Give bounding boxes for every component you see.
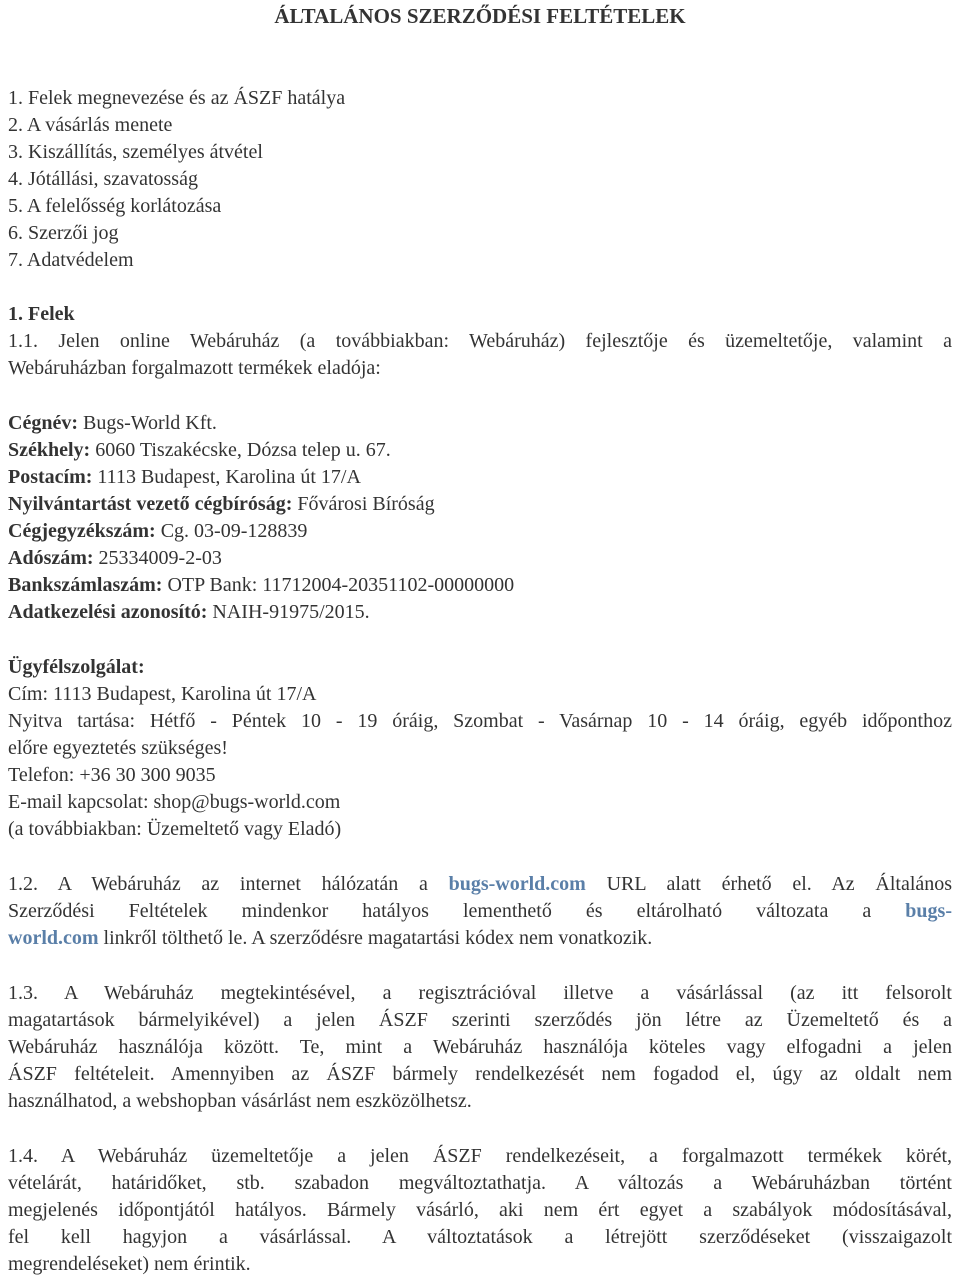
toc-item-5: 5. A felelősség korlátozása [8, 195, 222, 217]
company-bank-label: Bankszámlaszám: [8, 574, 163, 596]
download-link-part-1[interactable]: bugs- [905, 900, 952, 922]
company-seat-value: 6060 Tiszakécske, Dózsa telep u. 67. [95, 439, 391, 461]
company-tax-label: Adószám: [8, 547, 94, 569]
toc-item-3: 3. Kiszállítás, személyes átvétel [8, 141, 263, 163]
company-seat-label: Székhely: [8, 439, 91, 461]
company-dp-value: NAIH-91975/2015. [212, 601, 370, 623]
paragraph-1-3-line-5: használhatod, a webshopban vásárlást nem eszközölhetsz. [8, 1090, 472, 1112]
company-regno-row [8, 518, 952, 544]
paragraph-1-2-text-a: 1.2. A Webáruház az internet hálózatán a [8, 873, 428, 895]
document-title: ÁLTALÁNOS SZERZŐDÉSI FELTÉTELEK [274, 4, 686, 28]
company-tax-row [8, 545, 952, 571]
company-bank-row [8, 572, 952, 598]
company-court-value: Fővárosi Bíróság [297, 493, 435, 515]
paragraph-1-3-line-1: 1.3. A Webáruház megtekintésével, a regisztrációval illetve a vásárlással (az itt felsorolt [8, 982, 952, 1004]
paragraph-1-4-line-1: 1.4. A Webáruház üzemeltetője a jelen ÁSZF rendelkezéseit, a forgalmazott termékek körét, [8, 1145, 952, 1167]
toc-item-1: 1. Felek megnevezése és az ÁSZF hatálya [8, 87, 346, 109]
service-phone: Telefon: +36 30 300 9035 [8, 764, 216, 786]
paragraph-1-2-text-b: URL alatt érhető el. Az Általános [606, 873, 953, 895]
customer-service-heading: Ügyfélszolgálat: [8, 656, 145, 678]
paragraph-1-3-line-3: Webáruház használója között. Te, mint a Webáruház használója köteles vagy elfogadni a jelen [8, 1036, 952, 1058]
paragraph-1-2-text-d: linkről tölthető le. A szerződésre magatartási kódex nem vonatkozik. [103, 927, 653, 949]
company-postal-row [8, 464, 952, 490]
service-address: Cím: 1113 Budapest, Karolina út 17/A [8, 683, 317, 705]
service-hours-line-1: Nyitva tartása: Hétfő - Péntek 10 - 19 óráig, Szombat - Vasárnap 10 - 14 óráig, egyéb időponthoz [8, 710, 952, 732]
paragraph-1-4-line-4: fel kell hagyjon a vásárlással. A változtatások a létrejött szerződéseket (visszaigazolt [8, 1226, 952, 1248]
paragraph-1-4-line-5: megrendeléseket) nem érintik. [8, 1253, 251, 1275]
toc-item-7: 7. Adatvédelem [8, 249, 134, 271]
company-tax-value: 25334009-2-03 [98, 547, 222, 569]
company-bank-value: OTP Bank: 11712004-20351102-00000000 [167, 574, 515, 596]
paragraph-1-2-line-3 [8, 925, 952, 951]
paragraph-1-2-text-c: Szerződési Feltételek mindenkor hatályos lementhető és eltárolható változata a [8, 900, 872, 922]
company-postal-label: Postacím: [8, 466, 93, 488]
download-link-part-2[interactable]: world.com [8, 927, 99, 949]
paragraph-1-3-line-2: magatartások bármelyikével) a jelen ÁSZF szerinti szerződés jön létre az Üzemeltető és a [8, 1009, 952, 1031]
paragraph-1-2-line-2 [8, 898, 952, 924]
company-seat-row [8, 437, 952, 463]
toc-item-2: 2. A vásárlás menete [8, 114, 173, 136]
company-regno-label: Cégjegyzékszám: [8, 520, 156, 542]
service-hours-line-2: előre egyeztetés szükséges! [8, 737, 228, 759]
company-name-row [8, 410, 952, 436]
toc-item-6: 6. Szerzői jog [8, 222, 119, 244]
paragraph-1-1-line-2: Webáruházban forgalmazott termékek eladója: [8, 357, 381, 379]
paragraph-1-3-line-4: ÁSZF feltételeit. Amennyiben az ÁSZF bármely rendelkezését nem fogadod el, úgy az oldalt nem [8, 1063, 952, 1085]
company-dp-row [8, 599, 952, 625]
paragraph-1-1-line-1: 1.1. Jelen online Webáruház (a továbbiakban: Webáruház) fejlesztője és üzemeltetője, valamint a [8, 330, 952, 352]
company-name-label: Cégnév: [8, 412, 78, 434]
service-email: E-mail kapcsolat: shop@bugs-world.com [8, 791, 341, 813]
toc-item-4: 4. Jótállási, szavatosság [8, 168, 198, 190]
company-dp-label: Adatkezelési azonosító: [8, 601, 208, 623]
company-name-value: Bugs-World Kft. [82, 412, 217, 434]
paragraph-1-4-line-3: megjelenés időpontjától hatályos. Bármely vásárló, aki nem ért egyet a szabályok módosításával, [8, 1199, 952, 1221]
section-heading-felek: 1. Felek [8, 303, 75, 325]
company-postal-value: 1113 Budapest, Karolina út 17/A [97, 466, 361, 488]
website-link[interactable]: bugs-world.com [448, 873, 586, 895]
company-regno-value: Cg. 03-09-128839 [160, 520, 308, 542]
paragraph-1-2-line-1 [8, 871, 952, 897]
paragraph-1-4-line-2: vételárát, határidőket, stb. szabadon megváltoztathatja. A változás a Webáruházban történt [8, 1172, 952, 1194]
company-court-row [8, 491, 952, 517]
service-alias: (a továbbiakban: Üzemeltető vagy Eladó) [8, 818, 342, 840]
company-court-label: Nyilvántartást vezető cégbíróság: [8, 493, 293, 515]
